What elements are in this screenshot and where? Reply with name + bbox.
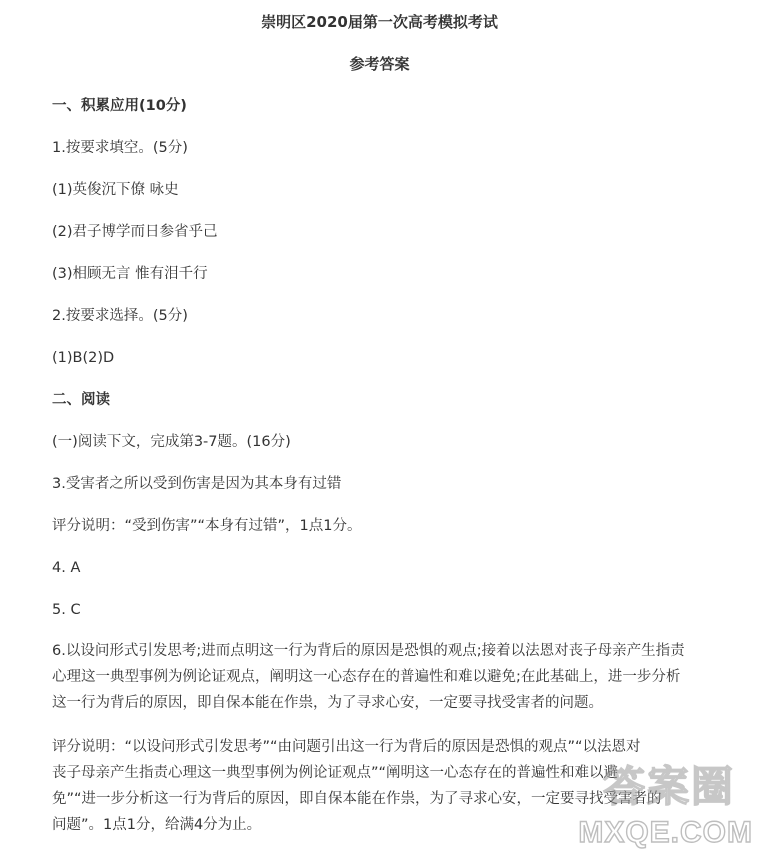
- scoring-note-6: [52, 734, 742, 838]
- document-title: 崇明区2020届第一次高考模拟考试: [261, 13, 498, 31]
- answer-1-3: (3)相顾无言 惟有泪千行: [52, 266, 208, 282]
- reading-part-1: (一)阅读下文，完成第3-7题。(16分): [52, 434, 291, 450]
- answer-3: 3.受害者之所以受到伤害是因为其本身有过错: [52, 476, 342, 492]
- question-1: 1.按要求填空。(5分): [52, 140, 188, 156]
- scoring-note-6-line: 评分说明：“以设问形式引发思考”“由问题引出这一行为背后的原因是恐惧的观点”“以法恩对: [52, 739, 641, 755]
- answer-5: 5. C: [52, 602, 81, 618]
- answer-6-line: 6.以设问形式引发思考;进而点明这一行为背后的原因是恐惧的观点;接着以法恩对丧子母亲产生指责: [52, 643, 685, 659]
- answer-6-line: 这一行为背后的原因，即自保本能在作祟，为了寻求心安，一定要寻找受害者的问题。: [52, 695, 603, 711]
- scoring-note-6-line: 丧子母亲产生指责心理这一典型事例为例论证观点”“阐明这一心态存在的普遍性和难以避: [52, 765, 619, 781]
- answer-6-line: 心理这一典型事例为例论证观点，阐明这一心态存在的普遍性和难以避免;在此基础上，进一步分析: [52, 669, 681, 685]
- scoring-note-6-line: 问题”。1点1分，给满4分为止。: [52, 817, 262, 833]
- question-2: 2.按要求选择。(5分): [52, 308, 188, 324]
- answer-1-2: (2)君子博学而日参省乎己: [52, 224, 218, 240]
- scoring-note-3: 评分说明：“受到伤害”“本身有过错”，1点1分。: [52, 518, 362, 534]
- watermark-logo: 答案圈: [602, 762, 735, 811]
- document-subtitle: 参考答案: [349, 55, 410, 73]
- watermark-text: MXQE.COM: [578, 816, 753, 849]
- answer-1-1: (1)英俊沉下僚 咏史: [52, 182, 179, 198]
- section1-heading: 一、积累应用(10分): [52, 98, 187, 114]
- answer-6: [52, 638, 742, 716]
- answer-2: (1)B(2)D: [52, 350, 115, 366]
- scoring-note-6-line: 免”“进一步分析这一行为背后的原因，即自保本能在作祟，为了寻求心安，一定要寻找受害者的: [52, 791, 662, 807]
- section2-heading: 二、阅读: [52, 392, 110, 408]
- answer-4: 4. A: [52, 560, 81, 576]
